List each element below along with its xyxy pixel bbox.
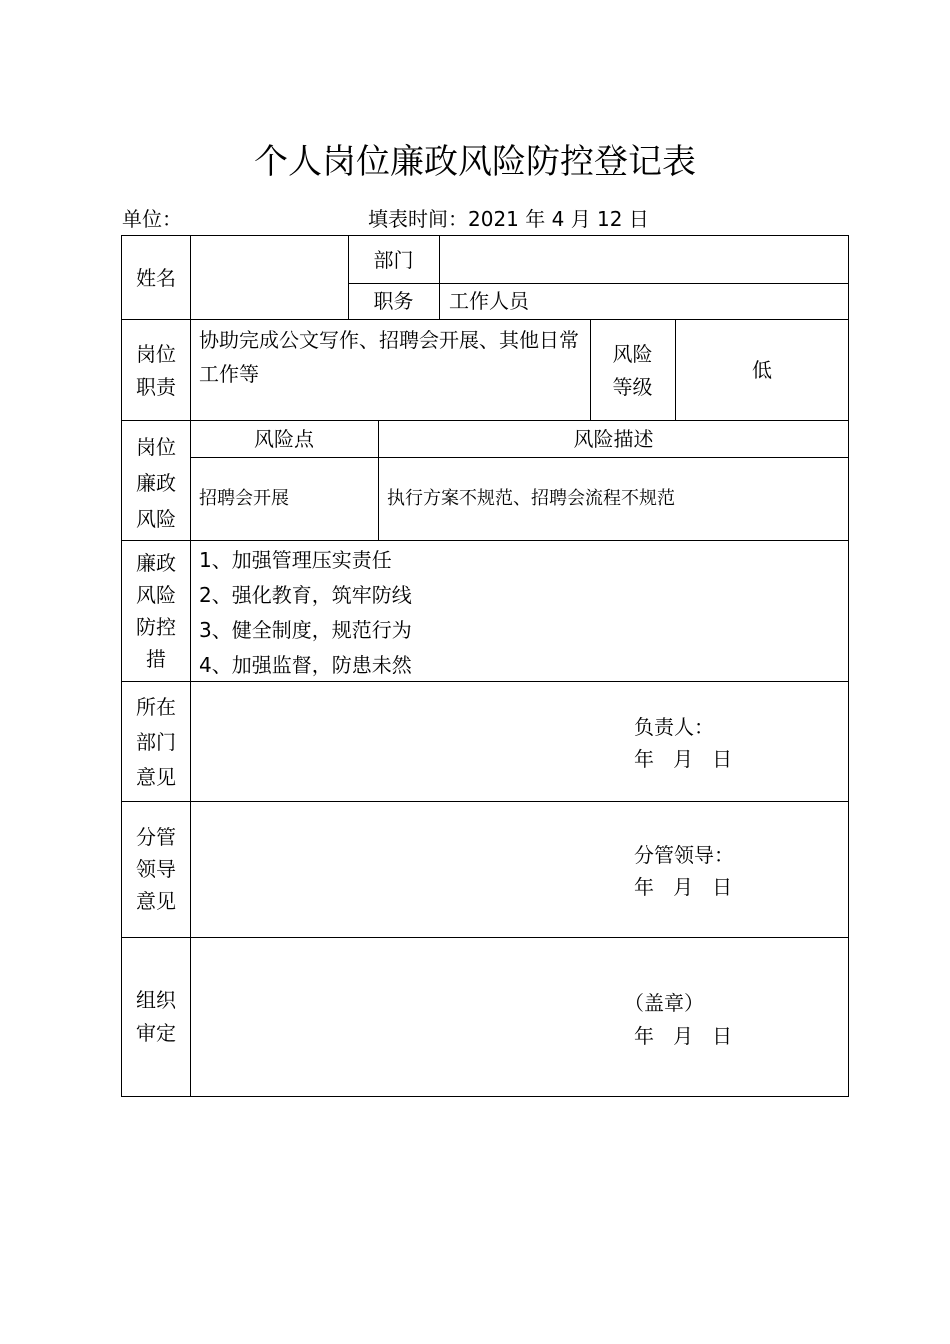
risk-description-value: 执行方案不规范、招聘会流程不规范 xyxy=(387,488,675,509)
dept-date: 年 月 日 xyxy=(634,747,733,771)
risk-level-label: 风险 等级 xyxy=(612,342,653,399)
leader-opinion-label: 分管 领导 意见 xyxy=(136,825,176,913)
integrity-risk-label: 岗位 廉政 风险 xyxy=(136,435,176,531)
org-date: 年 月 日 xyxy=(634,1024,733,1048)
column-divider xyxy=(439,235,440,319)
duty-value: 协助完成公文写作、招聘会开展、其他日常工作等 xyxy=(199,328,579,386)
unit-label: 单位： xyxy=(122,207,182,231)
column-divider xyxy=(190,235,191,1097)
row-divider xyxy=(121,540,849,541)
risk-point-value: 招聘会开展 xyxy=(199,488,289,509)
duty-label: 岗位 职责 xyxy=(136,342,176,399)
department-label: 部门 xyxy=(373,248,414,272)
dept-signer: 负责人： xyxy=(634,715,714,739)
risk-description-header: 风险描述 xyxy=(573,427,654,451)
measures-label: 廉政 风险 防控 措 xyxy=(136,551,176,671)
row-divider xyxy=(121,937,849,938)
row-divider xyxy=(348,283,848,284)
measure-item: 4、加强监督，防患未然 xyxy=(199,653,412,677)
position-value: 工作人员 xyxy=(449,289,529,313)
dept-opinion-label: 所在 部门 意见 xyxy=(136,695,176,789)
stamp-label: （盖章） xyxy=(624,991,704,1015)
position-label: 职务 xyxy=(373,289,414,313)
name-label: 姓名 xyxy=(136,266,176,290)
measure-item: 3、健全制度，规范行为 xyxy=(199,618,412,642)
leader-signer: 分管领导： xyxy=(634,843,734,867)
leader-date: 年 月 日 xyxy=(634,875,733,899)
row-divider xyxy=(121,420,849,421)
risk-point-header: 风险点 xyxy=(254,427,314,451)
measures-list xyxy=(199,543,412,683)
measure-item: 1、加强管理压实责任 xyxy=(199,548,392,572)
row-divider xyxy=(121,319,849,320)
measure-item: 2、强化教育，筑牢防线 xyxy=(199,583,412,607)
org-review-label: 组织 审定 xyxy=(136,988,176,1045)
row-divider xyxy=(121,801,849,802)
risk-level-value: 低 xyxy=(752,358,772,382)
row-divider xyxy=(190,457,849,458)
page-title: 个人岗位廉政风险防控登记表 xyxy=(254,142,696,182)
fill-date: 填表时间：2021 年 4 月 12 日 xyxy=(368,207,649,231)
